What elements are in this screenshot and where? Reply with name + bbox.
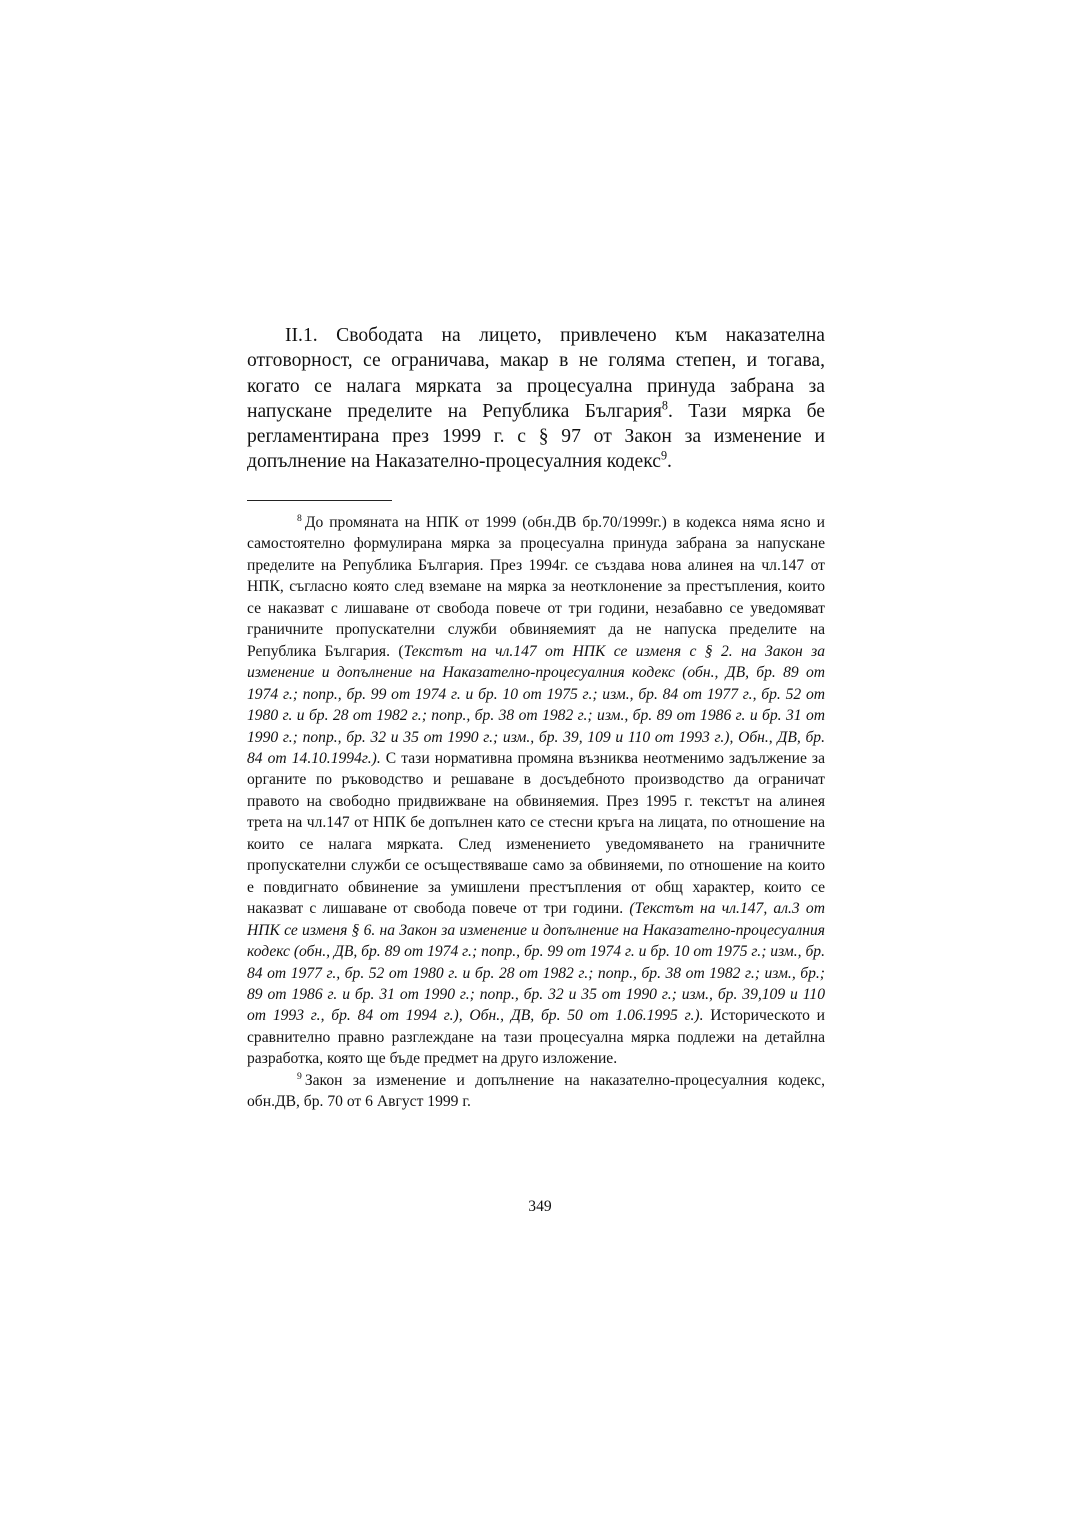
footnote-8-citation-2: (Текстът на чл.147, ал.3 от НПК се изменя § 6. на Закон за изменение и допълнение на Наказателно-процесуалния кодекс (обн., ДВ, бр. 89 от 1974 г.; попр., бр. 99 от 1974 г. и бр. 10 от 1975 г.; изм., бр. 84 от 1977 г., бр. 52 от 1980 г. и бр. 28 от 1982 г.; попр., бр. 38 от 1982 г.; изм., бр.; 89 от 1986 г. и бр. 31 от 1990 г.; попр., бр. 32 и 35 от 1990 г.; изм., бр. 39,109 и 110 от 1993 г., бр. 84 от 1994 г.), Обн., ДВ, бр. 50 от 1.06.1995 г.). (247, 900, 825, 1025)
footnote-8-text-2: С тази нормативна промяна възниква неотменимо задължение за органите по ръководство и решаване в досъдебното производство да ограничат правото на свободно придвижване на обвиняемия. През 1995 г. текстът на алинея трета на чл.147 от НПК бе допълнен като се стесни кръга на лицата, по отношение на които се налага мярката. След изменението уведомяването на граничните пропускателни служби се осъществяваше само за обвиняеми, по отношение на които е повдигнато обвинение за умишлени престъпления от общ характер, които се наказват с лишаване от свобода повече от три години. (247, 749, 825, 918)
footnote-9-text: Закон за изменение и допълнение на наказателно-процесуалния кодекс, обн.ДВ, бр. 70 от 6 Август 1999 г. (247, 1071, 825, 1111)
footnote-marker-9: 9 (297, 1070, 302, 1082)
body-text-start: II.1. Свободата на лицето, привлечено към наказателна отговорност, се ограничава, макар в не голяма степен, и тогава, когато се налага мярката за процесуална принуда забрана за напускане пределите на Република България (247, 325, 825, 422)
footnote-9 (247, 1070, 825, 1113)
footnote-ref-9[interactable]: 9 (660, 449, 668, 464)
body-text-end: . (667, 451, 672, 473)
footnote-8 (247, 512, 825, 1070)
footnote-8-text-3: Историческото и сравнително правно разглеждане на тази процесуална мярка подлежи на детайлна разработка, която ще бъде предмет на друго изложение. (247, 1007, 825, 1068)
footnote-marker-8: 8 (297, 513, 302, 525)
footnote-8-citation-1: Текстът на чл.147 от НПК се изменя с § 2. на Закон за изменение и допълнение на Наказателно-процесуалния кодекс (обн., ДВ, бр. 89 от 1974 г.; попр., бр. 99 от 1974 г. и бр. 10 от 1975 г.; изм., бр. 84 от 1977 г., бр. 52 от 1980 г. и бр. 28 от 1982 г.; попр., бр. 38 от 1982 г.; изм., бр. 89 от 1986 г. и бр. 31 от 1990 г.; попр., бр. 32 и 35 от 1990 г.; изм., бр. 39, 109 и 110 от 1993 г.), Обн., ДВ, бр. 84 от 14.10.1994г.). (247, 642, 825, 767)
footnote-ref-8[interactable]: 8 (661, 398, 668, 413)
body-text-middle: . Тази мярка бе регламентирана през 1999 г. с § 97 от Закон за изменение и допълнение на Наказателно-процесуалния кодекс (247, 400, 825, 473)
page-number: 349 (528, 1198, 552, 1215)
body-paragraph (247, 323, 825, 475)
footnotes-section (247, 512, 825, 1113)
footnote-separator (247, 500, 392, 501)
footnote-8-text-1: До промяната на НПК от 1999 (обн.ДВ бр.70/1999г.) в кодекса няма ясно и самостоятелно формулирана мярка за процесуална принуда забрана за напускане пределите на Република България. През 1994г. се създава нова алинея на чл.147 от НПК, съгласно която след вземане на мярка за неотклонение за престъпления, които се наказват с лишаване от свобода повече от три години, незабавно се уведомяват граничните пропускателни служби обвиняемият да не напуска пределите на Република България. ( (247, 514, 825, 660)
